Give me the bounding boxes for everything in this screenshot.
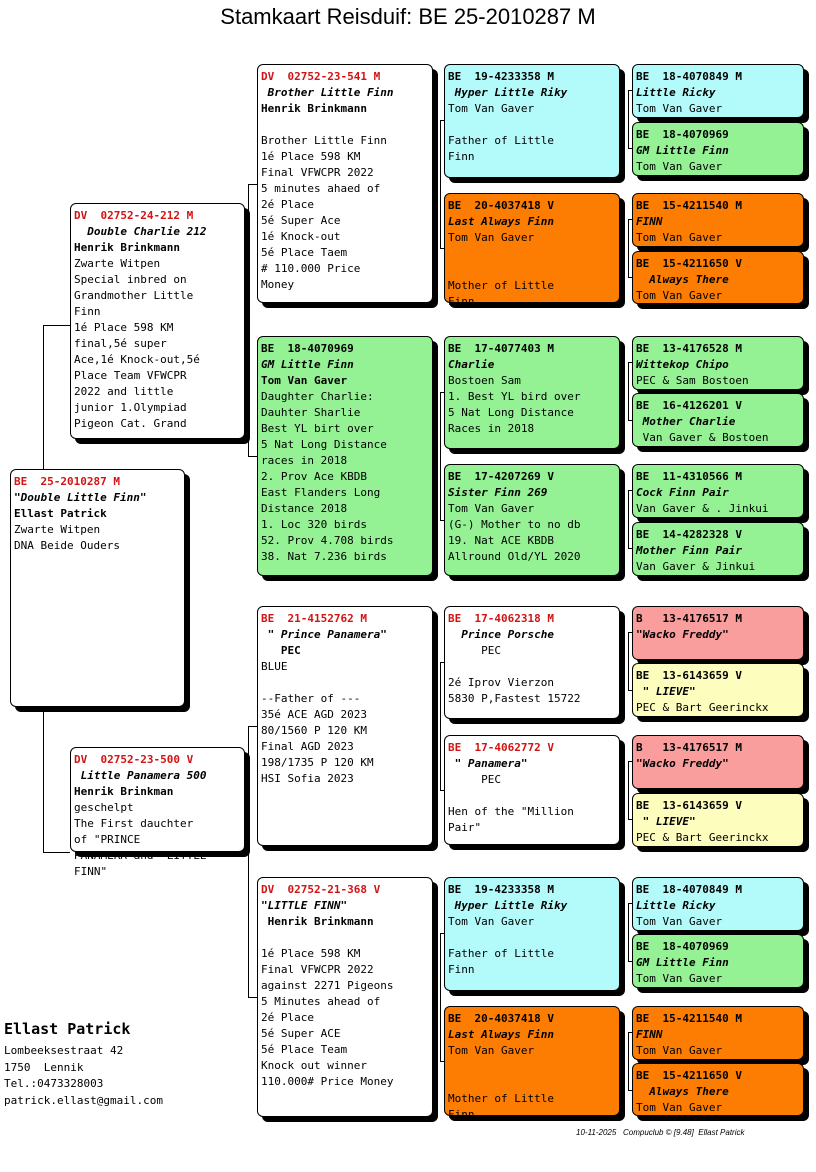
pigeon-name: Last Always Finn bbox=[448, 1028, 554, 1041]
remark-line: Pair" bbox=[448, 821, 482, 834]
pigeon-name: Double Charlie 212 bbox=[74, 225, 207, 238]
pigeon-card-g10 bbox=[632, 663, 804, 717]
connector-line bbox=[440, 120, 441, 248]
remark-line: 38. Nat 7.236 birds bbox=[261, 550, 387, 563]
pigeon-card-sds bbox=[444, 336, 620, 449]
remark-line: 2022 and little bbox=[74, 385, 174, 398]
remark-line: Ace,1é Knock-out,5é bbox=[74, 353, 200, 366]
ring-number: BE 17-4062772 V bbox=[448, 741, 554, 754]
breeder-name: PEC & Bart Geerinckx bbox=[636, 701, 769, 714]
pigeon-card-ds bbox=[257, 606, 433, 846]
pigeon-card-g15 bbox=[632, 1006, 804, 1060]
pigeon-card-g16 bbox=[632, 1063, 804, 1116]
page-title: Stamkaart Reisduif: BE 25-2010287 M bbox=[220, 4, 596, 29]
remark-line: Final VFWCPR 2022 bbox=[261, 963, 374, 976]
ring-number: BE 13-4176528 M bbox=[636, 342, 742, 355]
owner-city: 1750 Lennik bbox=[4, 1060, 84, 1074]
pigeon-name: " LIEVE" bbox=[636, 815, 696, 828]
ring-number: BE 15-4211650 V bbox=[636, 1069, 742, 1082]
pigeon-name: Last Always Finn bbox=[448, 215, 554, 228]
remark-line: Zwarte Witpen bbox=[14, 523, 101, 536]
breeder-name: Tom Van Gaver bbox=[448, 502, 535, 515]
remark-line: Allround Old/YL 2020 bbox=[448, 550, 581, 563]
remark-line: --Father of --- bbox=[261, 692, 361, 705]
remark-line: Distance 2018 bbox=[261, 502, 348, 515]
remark-line: Best YL birt over bbox=[261, 422, 374, 435]
connector-line bbox=[248, 456, 257, 457]
ring-number: B 13-4176517 M bbox=[636, 612, 742, 625]
ring-number: BE 18-4070849 M bbox=[636, 883, 742, 896]
pigeon-name: Charlie bbox=[448, 358, 495, 371]
pigeon-card-g11 bbox=[632, 735, 804, 789]
pigeon-name: Sister Finn 269 bbox=[448, 486, 548, 499]
owner-name: Ellast Patrick bbox=[4, 1020, 131, 1038]
breeder-name: Henrik Brinkmann bbox=[74, 241, 180, 254]
connector-line bbox=[440, 392, 441, 520]
pigeon-card-dd bbox=[257, 877, 433, 1117]
remark-line: 1. Loc 320 birds bbox=[261, 518, 367, 531]
remark-line: Finn bbox=[448, 963, 475, 976]
pigeon-name: Hyper Little Riky bbox=[448, 899, 568, 912]
pigeon-card-g1 bbox=[632, 64, 804, 118]
breeder-name: Ellast Patrick bbox=[14, 507, 107, 520]
remark-line: Money bbox=[261, 278, 295, 291]
pigeon-card-g12 bbox=[632, 793, 804, 847]
remark-line: 198/1735 P 120 KM bbox=[261, 756, 374, 769]
pigeon-card-g8 bbox=[632, 522, 804, 576]
ring-number: BE 18-4070969 bbox=[261, 342, 354, 355]
pigeon-name: GM Little Finn bbox=[636, 144, 729, 157]
ring-number: DV 02752-24-212 M bbox=[74, 209, 194, 222]
ring-number: DV 02752-23-500 V bbox=[74, 753, 194, 766]
pigeon-card-g9 bbox=[632, 606, 804, 660]
remark-line: (G-) Mother to no db bbox=[448, 518, 581, 531]
ring-number: B 13-4176517 M bbox=[636, 741, 742, 754]
breeder-name: Henrik Brinkman bbox=[74, 785, 174, 798]
owner-block bbox=[4, 1018, 163, 1109]
breeder-name: Bostoen Sam bbox=[448, 374, 521, 387]
remark-line: 2é Place bbox=[261, 1011, 314, 1024]
remark-line: Brother Little Finn bbox=[261, 134, 387, 147]
footer-credit: 10-11-2025 Compuclub © [9.48] Ellast Patrick bbox=[576, 1128, 745, 1137]
pigeon-name: "Wacko Freddy" bbox=[636, 628, 729, 641]
remark-line: Hen of the "Million bbox=[448, 805, 574, 818]
ring-number: BE 20-4037418 V bbox=[448, 199, 554, 212]
pigeon-name: GM Little Finn bbox=[261, 358, 354, 371]
pigeon-name: Prince Porsche bbox=[448, 628, 554, 641]
remark-line: 2. Prov Ace KBDB bbox=[261, 470, 367, 483]
remark-line: 5 minutes ahaed of bbox=[261, 182, 381, 195]
pigeon-card-g6 bbox=[632, 393, 804, 447]
connector-line bbox=[440, 662, 441, 790]
pigeon-name: Always There bbox=[636, 1085, 729, 1098]
remark-line: Special inbred on bbox=[74, 273, 187, 286]
connector-line bbox=[43, 325, 44, 469]
remark-line: Daughter Charlie: bbox=[261, 390, 374, 403]
remark-line bbox=[448, 930, 616, 946]
remark-line: Mother of Little bbox=[448, 279, 554, 292]
ring-number: DV 02752-21-368 V bbox=[261, 883, 381, 896]
remark-line: 1é Place 598 KM bbox=[74, 321, 174, 334]
remark-line: Races in 2018 bbox=[448, 422, 535, 435]
pigeon-card-sss bbox=[444, 64, 620, 178]
remark-line: Knock out winner bbox=[261, 1059, 367, 1072]
remark-line bbox=[448, 117, 616, 133]
pigeon-name: Mother Finn Pair bbox=[636, 544, 742, 557]
breeder-name: Tom Van Gaver bbox=[448, 102, 535, 115]
connector-line bbox=[628, 761, 629, 819]
pigeon-card-dss bbox=[444, 606, 620, 719]
ring-number: BE 16-4126201 V bbox=[636, 399, 742, 412]
remark-line: 5830 P,Fastest 15722 bbox=[448, 692, 581, 705]
pigeon-card-subject bbox=[10, 469, 185, 707]
breeder-name: Tom Van Gaver bbox=[448, 1044, 535, 1057]
remark-line: 1. Best YL bird over bbox=[448, 390, 581, 403]
breeder-name: Tom Van Gaver bbox=[636, 972, 723, 985]
pigeon-name: " Prince Panamera" bbox=[261, 628, 387, 641]
remark-line: Finn bbox=[448, 295, 475, 308]
breeder-name: Henrik Brinkmann bbox=[261, 102, 367, 115]
pigeon-card-g2 bbox=[632, 122, 804, 176]
pigeon-card-g7 bbox=[632, 464, 804, 518]
remark-line: HSI Sofia 2023 bbox=[261, 772, 354, 785]
breeder-name: PEC bbox=[261, 644, 301, 657]
pigeon-name: Little Ricky bbox=[636, 899, 716, 912]
remark-line: 5 Minutes ahead of bbox=[261, 995, 381, 1008]
remark-line: Mother of Little bbox=[448, 1092, 554, 1105]
pigeon-name: "LITTLE FINN" bbox=[261, 899, 348, 912]
breeder-name: Tom Van Gaver bbox=[636, 231, 723, 244]
remark-line: junior 1.Olympiad bbox=[74, 401, 187, 414]
remark-line bbox=[261, 930, 429, 946]
remark-line: against 2271 Pigeons bbox=[261, 979, 394, 992]
remark-line: 1é Knock-out bbox=[261, 230, 341, 243]
remark-line: # 110.000 Price bbox=[261, 262, 361, 275]
ring-number: BE 18-4070849 M bbox=[636, 70, 742, 83]
remark-line: of "PRINCE bbox=[74, 833, 141, 846]
ring-number: BE 13-6143659 V bbox=[636, 799, 742, 812]
remark-line: 5 Nat Long Distance bbox=[261, 438, 387, 451]
remark-line: 5é Place Team bbox=[261, 1043, 348, 1056]
pigeon-name: Always There bbox=[636, 273, 729, 286]
pigeon-card-sdd bbox=[444, 464, 620, 576]
remark-line: Final AGD 2023 bbox=[261, 740, 354, 753]
connector-line bbox=[248, 997, 257, 998]
pigeon-card-ssd bbox=[444, 193, 620, 308]
remark-line: BLUE bbox=[261, 660, 288, 673]
pigeon-name: FINN bbox=[636, 215, 663, 228]
ring-number: BE 18-4070969 bbox=[636, 128, 729, 141]
remark-line: races in 2018 bbox=[261, 454, 348, 467]
connector-line bbox=[43, 325, 70, 326]
connector-line bbox=[628, 219, 629, 277]
breeder-name: Tom Van Gaver bbox=[448, 915, 535, 928]
pigeon-card-dam bbox=[70, 747, 245, 878]
breeder-name: Tom Van Gaver bbox=[448, 231, 535, 244]
remark-line: 80/1560 P 120 KM bbox=[261, 724, 367, 737]
remark-line: 35é ACE AGD 2023 bbox=[261, 708, 367, 721]
remark-line bbox=[448, 659, 616, 675]
ring-number: BE 15-4211540 M bbox=[636, 1012, 742, 1025]
ring-number: BE 15-4211650 V bbox=[636, 257, 742, 270]
connector-line bbox=[628, 490, 629, 548]
remark-line: Father of Little bbox=[448, 947, 554, 960]
ring-number: BE 17-4062318 M bbox=[448, 612, 554, 625]
pigeon-card-g5 bbox=[632, 336, 804, 390]
remark-line: Zwarte Witpen bbox=[74, 257, 161, 270]
remark-line: 1é Place 598 KM bbox=[261, 150, 361, 163]
breeder-name: Henrik Brinkmann bbox=[261, 915, 374, 928]
remark-line bbox=[448, 1075, 616, 1091]
ring-number: BE 25-2010287 M bbox=[14, 475, 120, 488]
breeder-name: Tom Van Gaver bbox=[636, 160, 723, 173]
ring-number: BE 13-6143659 V bbox=[636, 669, 742, 682]
remark-line bbox=[448, 1059, 616, 1075]
remark-line: The First dauchter bbox=[74, 817, 194, 830]
remark-line: Finn bbox=[74, 305, 101, 318]
remark-line bbox=[448, 788, 616, 804]
pigeon-name: " LIEVE" bbox=[636, 685, 696, 698]
connector-line bbox=[43, 852, 70, 853]
remark-line bbox=[261, 117, 429, 133]
remark-line: PANAMERA"and "LITTLE bbox=[74, 849, 207, 862]
remark-line: Grandmother Little bbox=[74, 289, 194, 302]
pigeon-name: FINN bbox=[636, 1028, 663, 1041]
pigeon-card-sire bbox=[70, 203, 245, 439]
breeder-name: Tom Van Gaver bbox=[636, 1101, 723, 1114]
breeder-name: Tom Van Gaver bbox=[636, 1044, 723, 1057]
breeder-name: Van Gaver & Bostoen bbox=[636, 431, 769, 444]
pigeon-name: Cock Finn Pair bbox=[636, 486, 729, 499]
ring-number: BE 19-4233358 M bbox=[448, 70, 554, 83]
remark-line: FINN" bbox=[74, 865, 108, 878]
remark-line: Final VFWCPR 2022 bbox=[261, 166, 374, 179]
breeder-name: PEC bbox=[448, 773, 501, 786]
breeder-name: PEC bbox=[448, 644, 501, 657]
ring-number: BE 17-4077403 M bbox=[448, 342, 554, 355]
pigeon-name: Little Panamera 500 bbox=[74, 769, 207, 782]
ring-number: BE 14-4282328 V bbox=[636, 528, 742, 541]
remark-line: 2é Place bbox=[261, 198, 314, 211]
breeder-name: Tom Van Gaver bbox=[636, 289, 723, 302]
pigeon-card-g4 bbox=[632, 251, 804, 304]
remark-line: 5é Super ACE bbox=[261, 1027, 341, 1040]
remark-line: DNA Beide Ouders bbox=[14, 539, 120, 552]
remark-line: 52. Prov 4.708 birds bbox=[261, 534, 394, 547]
ring-number: BE 11-4310566 M bbox=[636, 470, 742, 483]
remark-line: Pigeon Cat. Grand bbox=[74, 417, 187, 430]
pigeon-name: " Panamera" bbox=[448, 757, 528, 770]
connector-line bbox=[628, 362, 629, 420]
remark-line: 5é Super Ace bbox=[261, 214, 341, 227]
ring-number: BE 21-4152762 M bbox=[261, 612, 367, 625]
remark-line: 5 Nat Long Distance bbox=[448, 406, 574, 419]
connector-line bbox=[440, 933, 441, 1061]
remark-line: Place Team VFWCPR bbox=[74, 369, 187, 382]
pigeon-card-g13 bbox=[632, 877, 804, 931]
pigeon-name: Mother Charlie bbox=[636, 415, 736, 428]
owner-street: Lombeeksestraat 42 bbox=[4, 1044, 124, 1057]
remark-line: East Flanders Long bbox=[261, 486, 381, 499]
connector-line bbox=[628, 903, 629, 961]
breeder-name: PEC & Bart Geerinckx bbox=[636, 831, 769, 844]
pigeon-card-sd bbox=[257, 336, 433, 576]
ring-number: BE 20-4037418 V bbox=[448, 1012, 554, 1025]
connector-line bbox=[628, 632, 629, 690]
ring-number: BE 18-4070969 bbox=[636, 940, 729, 953]
pigeon-name: GM Little Finn bbox=[636, 956, 729, 969]
remark-line: 1é Place 598 KM bbox=[261, 947, 361, 960]
pigeon-name: Little Ricky bbox=[636, 86, 716, 99]
connector-line bbox=[248, 184, 257, 185]
pigeon-card-dds bbox=[444, 877, 620, 991]
ring-number: BE 17-4207269 V bbox=[448, 470, 554, 483]
breeder-name: Van Gaver & . Jinkui bbox=[636, 502, 769, 515]
owner-phone: Tel.:0473328003 bbox=[4, 1077, 104, 1090]
connector-line bbox=[628, 90, 629, 148]
remark-line: Finn bbox=[448, 1108, 475, 1121]
connector-line bbox=[628, 1032, 629, 1090]
pigeon-card-g14 bbox=[632, 934, 804, 988]
pigeon-card-ss bbox=[257, 64, 433, 303]
pigeon-name: "Double Little Finn" bbox=[14, 491, 147, 504]
remark-line: 5é Place Taem bbox=[261, 246, 348, 259]
pigeon-name: Wittekop Chipo bbox=[636, 358, 729, 371]
ring-number: BE 15-4211540 M bbox=[636, 199, 742, 212]
breeder-name: Tom Van Gaver bbox=[261, 374, 348, 387]
remark-line bbox=[261, 675, 429, 691]
connector-line bbox=[248, 726, 249, 997]
remark-line: 19. Nat ACE KBDB bbox=[448, 534, 554, 547]
pigeon-name: "Wacko Freddy" bbox=[636, 757, 729, 770]
owner-email: patrick.ellast@gmail.com bbox=[4, 1093, 163, 1107]
ring-number: DV 02752-23-541 M bbox=[261, 70, 381, 83]
remark-line bbox=[448, 262, 616, 278]
breeder-name: Van Gaver & Jinkui bbox=[636, 560, 756, 573]
breeder-name: PEC & Sam Bostoen bbox=[636, 374, 749, 387]
remark-line: 110.000# Price Money bbox=[261, 1075, 394, 1088]
remark-line: Father of Little bbox=[448, 134, 554, 147]
breeder-name: Tom Van Gaver bbox=[636, 102, 723, 115]
remark-line: Dauhter Sharlie bbox=[261, 406, 361, 419]
pigeon-card-dsd bbox=[444, 735, 620, 845]
connector-line bbox=[248, 726, 257, 727]
pigeon-card-g3 bbox=[632, 193, 804, 247]
pigeon-card-ddd bbox=[444, 1006, 620, 1121]
ring-number: BE 19-4233358 M bbox=[448, 883, 554, 896]
remark-line: final,5é super bbox=[74, 337, 167, 350]
connector-line bbox=[43, 708, 44, 852]
remark-line: 2é Iprov Vierzon bbox=[448, 676, 554, 689]
pigeon-name: Brother Little Finn bbox=[261, 86, 394, 99]
remark-line: Finn bbox=[448, 150, 475, 163]
breeder-name: Tom Van Gaver bbox=[636, 915, 723, 928]
remark-line: geschelpt bbox=[74, 801, 134, 814]
pigeon-name: Hyper Little Riky bbox=[448, 86, 568, 99]
remark-line bbox=[448, 246, 616, 262]
connector-line bbox=[248, 184, 249, 456]
